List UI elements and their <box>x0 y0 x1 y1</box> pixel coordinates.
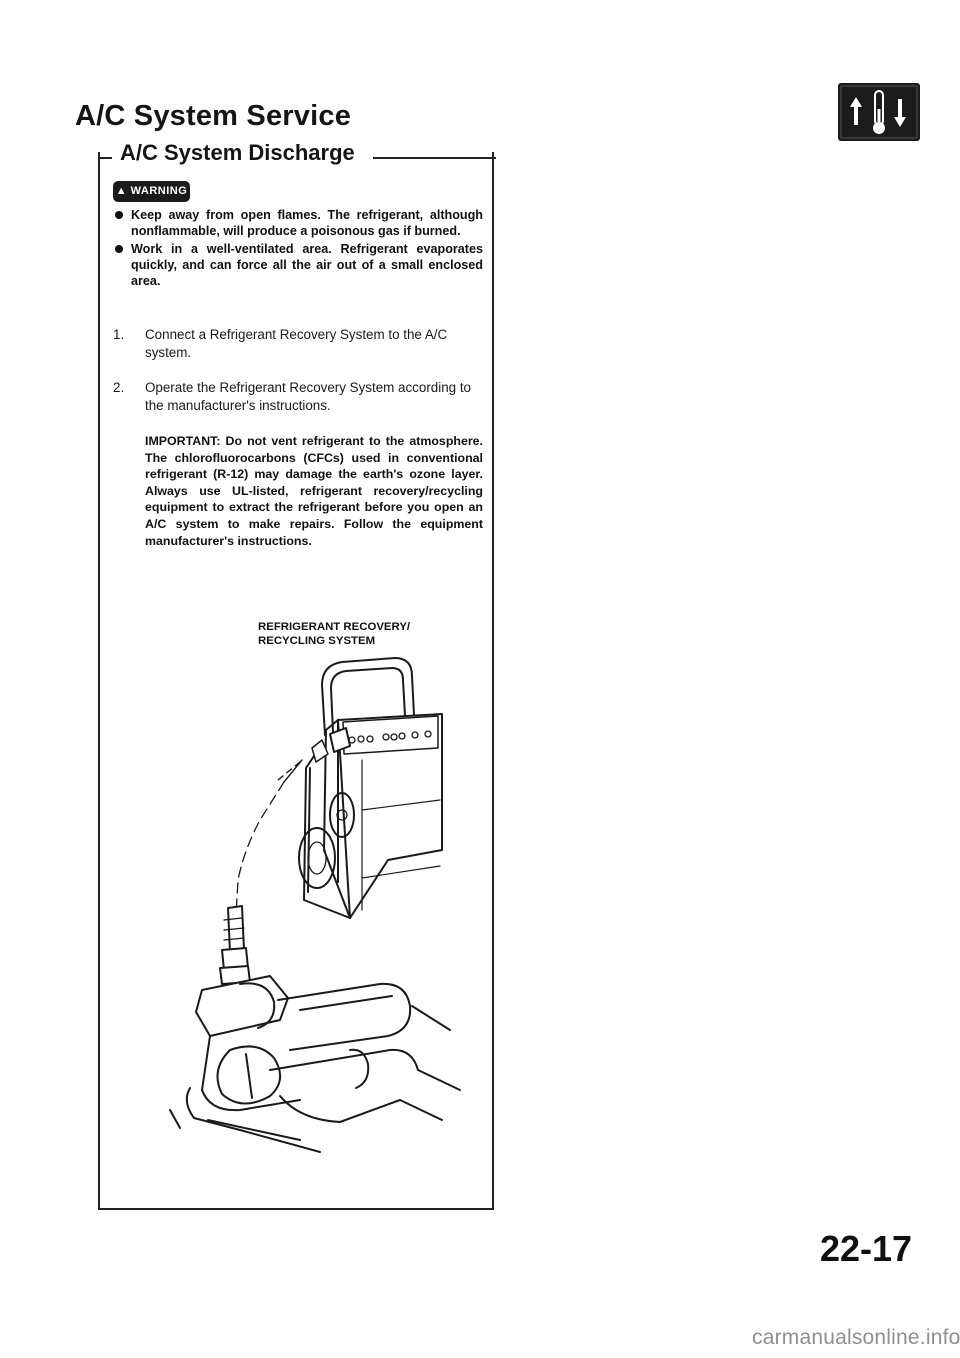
warning-badge <box>113 181 190 202</box>
step-text: Operate the Refrigerant Recovery System according to the manufacturer's instructions. <box>145 380 471 413</box>
recovery-system-illustration <box>150 650 490 1170</box>
page-number: 22-17 <box>820 1228 913 1269</box>
bullet-dot-icon <box>115 211 123 219</box>
warning-item-text: Work in a well-ventilated area. Refrigerant evaporates quickly, and can force all the air out of a small enclosed area. <box>131 242 483 288</box>
page-title: A/C System Service <box>75 100 352 132</box>
diagram-label <box>258 621 488 648</box>
thermometer-arrows-icon <box>838 83 920 141</box>
step-text: Connect a Refrigerant Recovery System to the A/C system. <box>145 327 448 360</box>
warning-item-text: Keep away from open flames. The refrigerant, although nonflammable, will produce a poisonous gas if burned. <box>131 208 483 238</box>
procedure-steps <box>113 326 483 432</box>
step-number: 2. <box>113 380 125 395</box>
warning-badge-label: WARNING <box>130 185 188 197</box>
warning-triangle-icon: ▲ <box>115 185 128 197</box>
warning-item <box>113 241 483 289</box>
watermark-link[interactable]: carmanualsonline.info <box>752 1326 960 1349</box>
section-title: A/C System Discharge <box>120 140 355 165</box>
diagram-label-line: RECYCLING SYSTEM <box>258 634 376 647</box>
procedure-step <box>113 326 483 361</box>
step-number: 1. <box>113 327 125 342</box>
warning-item <box>113 207 483 239</box>
important-note: IMPORTANT: Do not vent refrigerant to the atmosphere. The chlorofluorocarbons (CFCs) used in conventional refrigerant (R-12) may damage the earth's ozone layer. Always use UL-listed, refrigerant recovery/recycling equipment to extract the refrigerant before you open an A/C system to make repairs. Follow the equipment manufacturer's instructions. <box>145 434 483 548</box>
procedure-step <box>113 379 483 414</box>
warning-list <box>113 207 483 291</box>
bullet-dot-icon <box>115 245 123 253</box>
diagram-label-line: REFRIGERANT RECOVERY/ <box>258 621 411 633</box>
